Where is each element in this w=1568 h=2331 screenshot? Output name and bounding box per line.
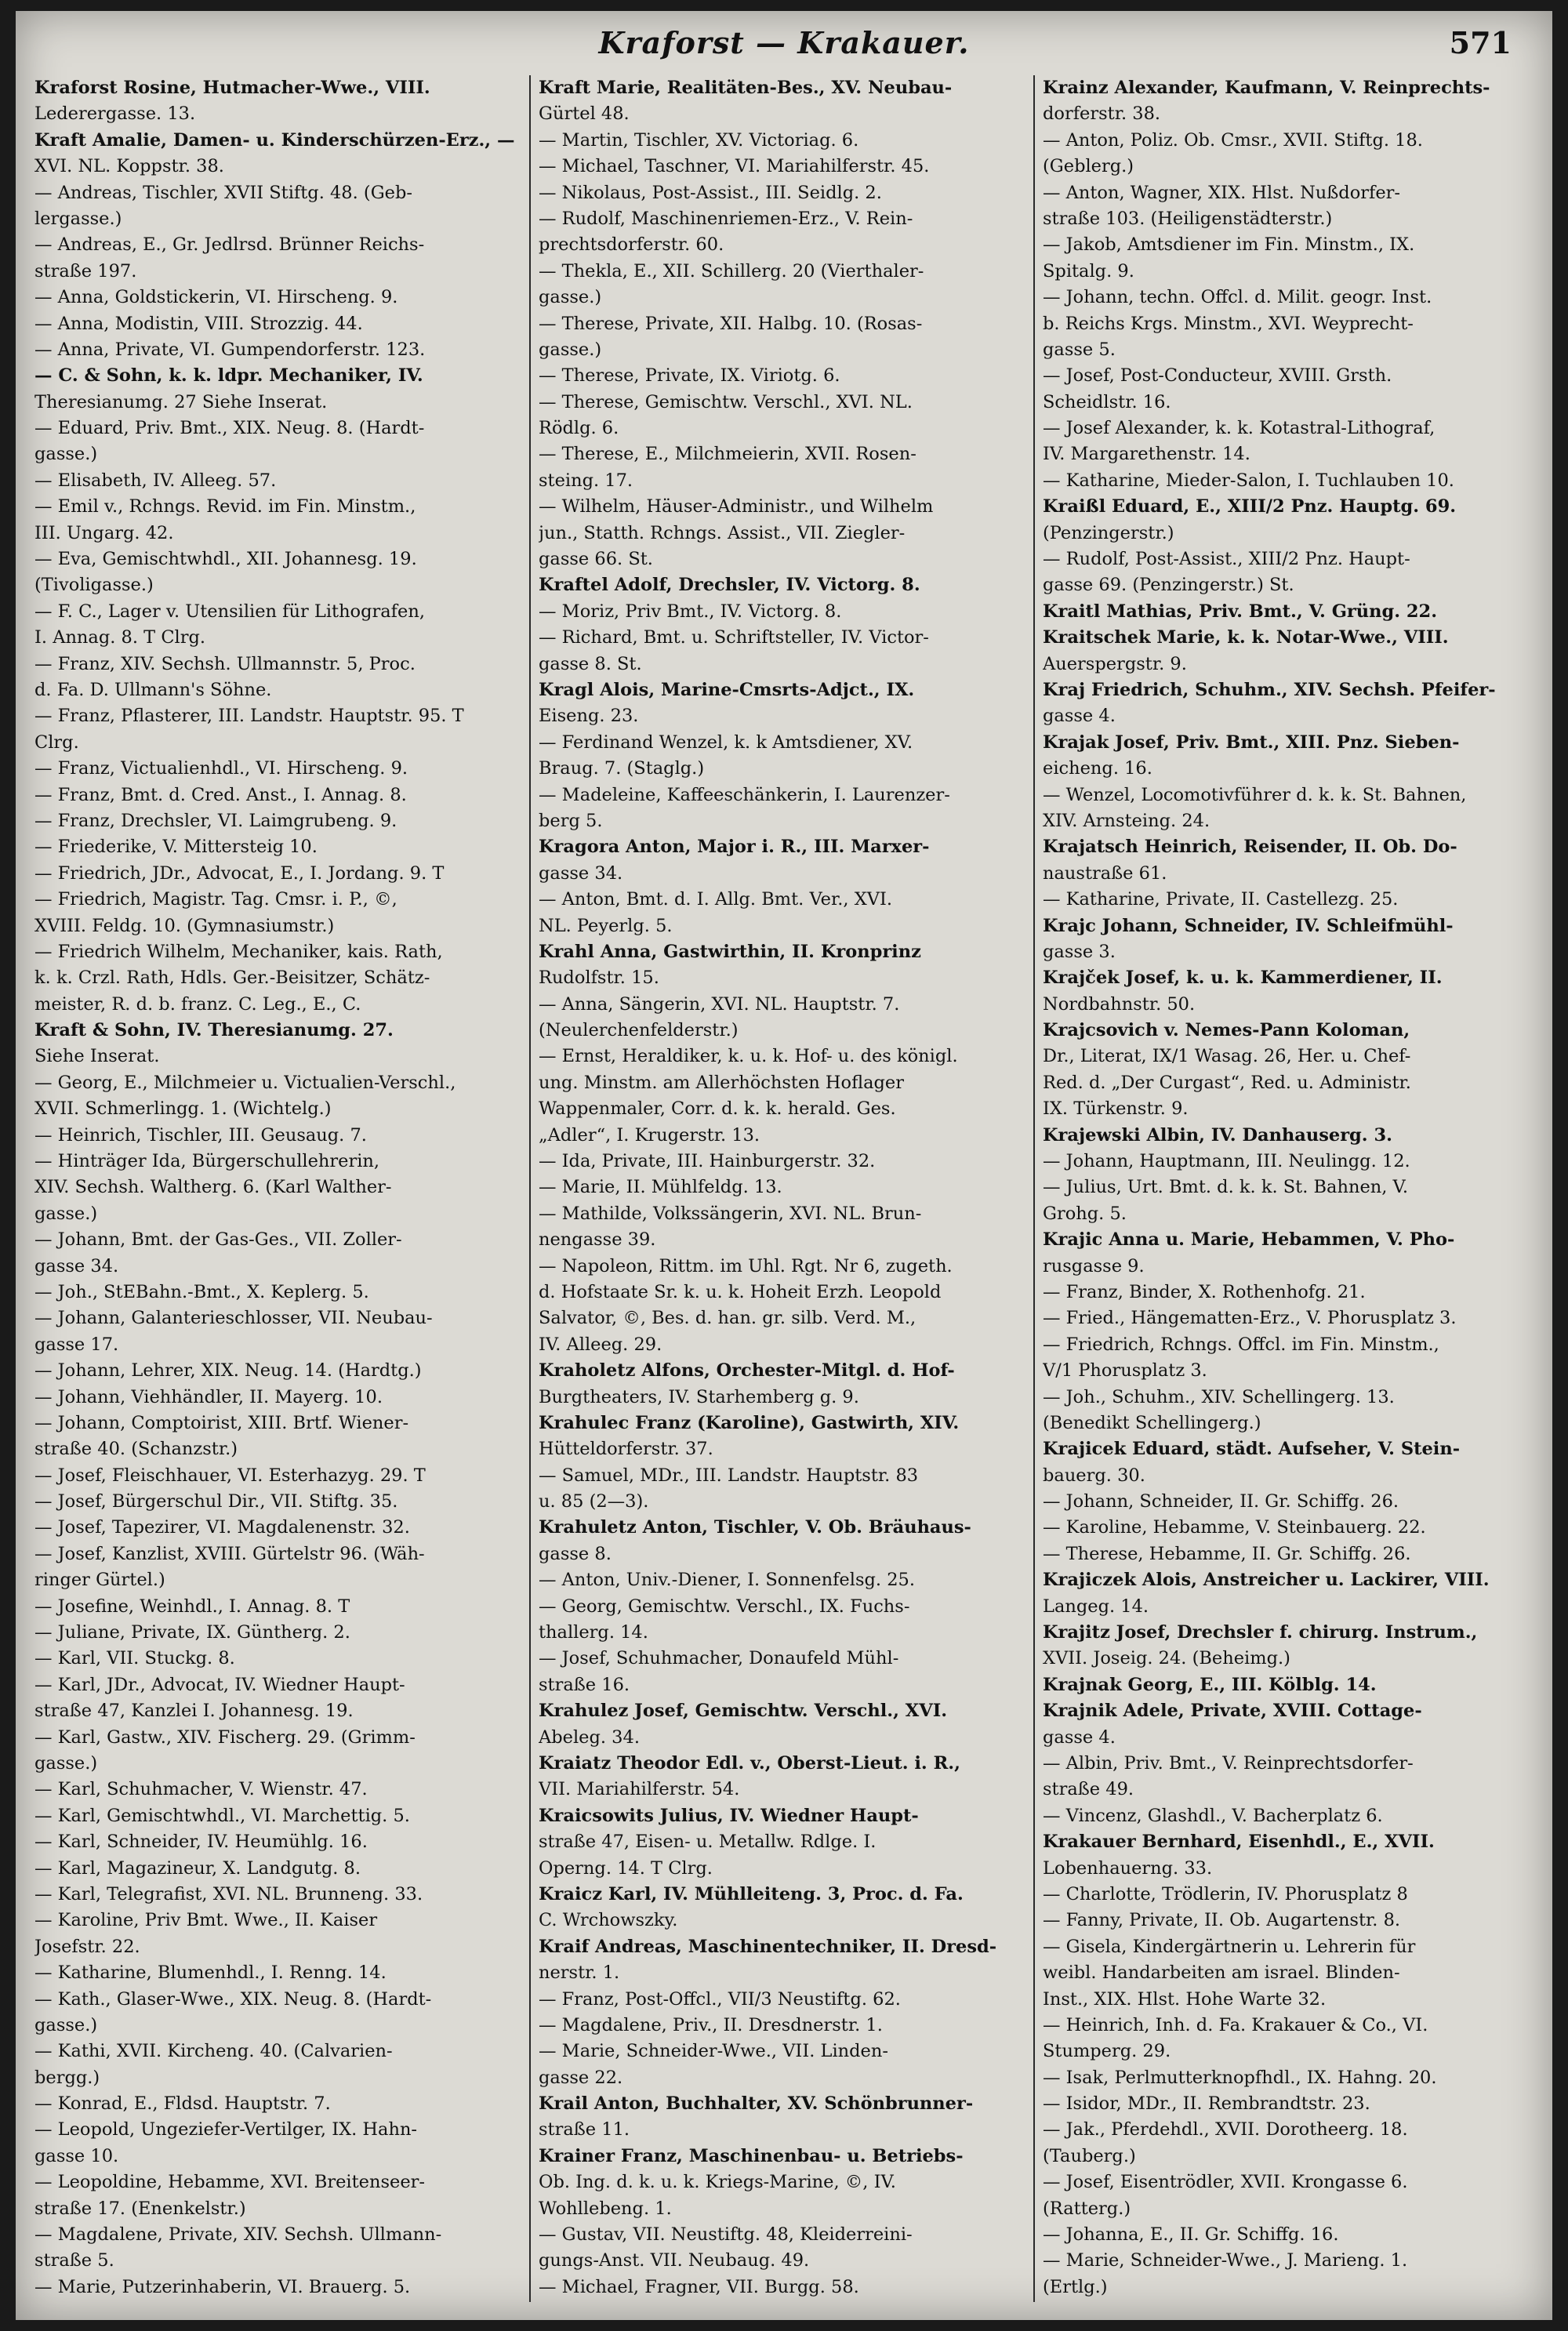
directory-line: Operng. 14. T Clrg.	[539, 1857, 713, 1879]
directory-entry-heading: Krajc Johann, Schneider, IV. Schleifmühl-	[1043, 915, 1454, 936]
directory-line: — Karoline, Priv Bmt. Wwe., II. Kaiser	[34, 1910, 378, 1931]
directory-line: — Andreas, Tischler, XVII Stiftg. 48. (Geb-	[34, 182, 413, 203]
directory-line: — Kath., Glaser-Wwe., XIX. Neug. 8. (Hardt-	[34, 1988, 432, 2010]
directory-line: — Katharine, Blumenhdl., I. Renng. 14.	[34, 1962, 387, 1984]
directory-line: (Ertlg.)	[1043, 2276, 1108, 2297]
directory-line: — Isak, Perlmutterknopfhdl., IX. Hahng. 20.	[1043, 2067, 1437, 2088]
directory-line: — Madeleine, Kaffeeschänkerin, I. Laurenzer-	[539, 784, 950, 805]
directory-line: — Isidor, MDr., II. Rembrandtstr. 23.	[1043, 2093, 1370, 2115]
directory-line: — Marie, Schneider-Wwe., J. Marieng. 1.	[1043, 2250, 1408, 2271]
directory-line: — Therese, Private, IX. Viriotg. 6.	[539, 365, 840, 387]
directory-line: ung. Minstm. am Allerhöchsten Hoflager	[539, 1072, 904, 1093]
directory-line: — Moriz, Priv Bmt., IV. Victorg. 8.	[539, 601, 842, 622]
directory-line: Eiseng. 23.	[539, 706, 639, 727]
directory-line: — Therese, Gemischtw. Verschl., XVI. NL.	[539, 391, 913, 412]
directory-entry-heading: Krajic Anna u. Marie, Hebammen, V. Pho-	[1043, 1229, 1455, 1251]
directory-entry-heading: Kragl Alois, Marine-Cmsrts-Adjct., IX.	[539, 679, 915, 700]
directory-entry-heading: Krajcsovich v. Nemes-Pann Koloman,	[1043, 1020, 1410, 1041]
directory-line: Rödlg. 6.	[539, 418, 619, 439]
directory-line: C. Wrchowszky.	[539, 1910, 678, 1931]
directory-entry-heading: Krajiczek Alois, Anstreicher u. Lackirer, VIII.	[1043, 1570, 1490, 1591]
directory-entry-heading: Kraicsowits Julius, IV. Wiedner Haupt-	[539, 1805, 919, 1826]
column-3	[1035, 75, 1539, 2302]
directory-line: — Heinrich, Inh. d. Fa. Krakauer & Co., VI.	[1043, 2014, 1428, 2035]
directory-line: Lederergasse. 13.	[34, 103, 196, 125]
directory-line: Scheidlstr. 16.	[1043, 391, 1171, 412]
directory-line: — Marie, II. Mühlfeldg. 13.	[539, 1177, 782, 1198]
directory-line: — Ernst, Heraldiker, k. u. k. Hof- u. des königl.	[539, 1046, 958, 1067]
directory-line: gungs-Anst. VII. Neubaug. 49.	[539, 2250, 810, 2271]
directory-line: — Franz, Post-Offcl., VII/3 Neustiftg. 62.	[539, 1988, 901, 2010]
directory-line: straße 16.	[539, 1674, 630, 1695]
directory-entry-heading: Kraj Friedrich, Schuhm., XIV. Sechsh. Pfeifer-	[1043, 679, 1496, 700]
directory-entry-heading: Krajak Josef, Priv. Bmt., XIII. Pnz. Sieben-	[1043, 732, 1460, 753]
directory-line: — Friedrich, Magistr. Tag. Cmsr. i. P., ©,	[34, 889, 397, 910]
directory-entry-heading: Krahl Anna, Gastwirthin, II. Kronprinz	[539, 941, 921, 962]
directory-line: d. Fa. D. Ullmann's Söhne.	[34, 679, 272, 700]
directory-page	[16, 11, 1552, 2320]
directory-line: straße 17. (Enenkelstr.)	[34, 2198, 246, 2219]
directory-line: gasse 69. (Penzingerstr.) St.	[1043, 575, 1294, 596]
directory-entry-heading: Krajewski Albin, IV. Danhauserg. 3.	[1043, 1124, 1392, 1146]
directory-line: — Albin, Priv. Bmt., V. Reinprechtsdorfer-	[1043, 1753, 1414, 1774]
directory-line: — Josef, Post-Conducteur, XVIII. Grsth.	[1043, 365, 1392, 387]
directory-line: — Eduard, Priv. Bmt., XIX. Neug. 8. (Hardt-	[34, 418, 425, 439]
directory-line: — Therese, E., Milchmeierin, XVII. Rosen-	[539, 444, 916, 465]
directory-line: straße 40. (Schanzstr.)	[34, 1439, 238, 1460]
directory-line: Red. d. „Der Curgast“, Red. u. Administr.	[1043, 1072, 1411, 1093]
directory-line: — Friederike, V. Mittersteig 10.	[34, 837, 318, 858]
directory-line: Langeg. 14.	[1043, 1596, 1149, 1617]
directory-line: — Marie, Putzerinhaberin, VI. Brauerg. 5.	[34, 2276, 411, 2297]
directory-line: gasse.)	[539, 287, 602, 308]
directory-line: — Gisela, Kindergärtnerin u. Lehrerin für	[1043, 1936, 1416, 1957]
directory-line: Inst., XIX. Hlst. Hohe Warte 32.	[1043, 1988, 1327, 2010]
directory-entry-heading: Kraforst Rosine, Hutmacher-Wwe., VIII.	[34, 78, 430, 98]
directory-line: straße 47, Kanzlei I. Johannesg. 19.	[34, 1701, 354, 1722]
directory-line: berg 5.	[539, 810, 603, 831]
directory-line: b. Reichs Krgs. Minstm., XVI. Weyprecht-	[1043, 313, 1414, 334]
directory-line: Braug. 7. (Staglg.)	[539, 758, 705, 779]
directory-line: Hütteldorferstr. 37.	[539, 1439, 713, 1460]
directory-line: gasse 34.	[539, 862, 623, 884]
directory-line: gasse 5.	[1043, 339, 1116, 360]
directory-line: — Franz, Pflasterer, III. Landstr. Hauptstr. 95. T	[34, 706, 464, 727]
directory-line: — Mathilde, Volkssängerin, XVI. NL. Brun-	[539, 1203, 922, 1224]
directory-line: straße 49.	[1043, 1779, 1134, 1800]
directory-line: — Karoline, Hebamme, V. Steinbauerg. 22.	[1043, 1517, 1426, 1538]
directory-line: gasse 4.	[1043, 1726, 1116, 1748]
directory-line: XVII. Joseig. 24. (Beheimg.)	[1043, 1648, 1290, 1669]
directory-line: prechtsdorferstr. 60.	[539, 234, 724, 256]
page-number: 571	[1449, 25, 1512, 60]
directory-line: straße 5.	[34, 2250, 114, 2271]
directory-entry-heading: Kraiatz Theodor Edl. v., Oberst-Lieut. i. R.,	[539, 1753, 960, 1774]
directory-line: bergg.)	[34, 2067, 100, 2088]
directory-entry-heading: Krajicek Eduard, städt. Aufseher, V. Stein-	[1043, 1439, 1461, 1460]
directory-line: Siehe Inserat.	[34, 1046, 160, 1067]
directory-line: — Josef, Fleischhauer, VI. Esterhazyg. 29. T	[34, 1465, 426, 1486]
directory-line: V/1 Phorusplatz 3.	[1043, 1360, 1207, 1382]
directory-line: Auerspergstr. 9.	[1043, 653, 1187, 674]
directory-line: Ob. Ing. d. k. u. k. Kriegs-Marine, ©, IV.	[539, 2172, 896, 2193]
directory-line: Stumperg. 29.	[1043, 2041, 1171, 2062]
directory-line: — Therese, Hebamme, II. Gr. Schiffg. 26.	[1043, 1543, 1411, 1564]
directory-line: — Charlotte, Trödlerin, IV. Phorusplatz 8	[1043, 1883, 1408, 1904]
directory-line: gasse 8.	[539, 1543, 612, 1564]
directory-line: — Jakob, Amtsdiener im Fin. Minstm., IX.	[1043, 234, 1415, 256]
directory-line: — Kathi, XVII. Kircheng. 40. (Calvarien-	[34, 2041, 393, 2062]
directory-line: — Eva, Gemischtwhdl., XII. Johannesg. 19.	[34, 549, 417, 570]
directory-line: d. Hofstaate Sr. k. u. k. Hoheit Erzh. Leopold	[539, 1281, 942, 1302]
directory-line: Burgtheaters, IV. Starhemberg g. 9.	[539, 1386, 859, 1407]
directory-line: bauerg. 30.	[1043, 1465, 1145, 1486]
directory-line: — Karl, Gastw., XIV. Fischerg. 29. (Grimm-	[34, 1726, 416, 1748]
directory-entry-heading: Krajnik Adele, Private, XVIII. Cottage-	[1043, 1701, 1422, 1722]
directory-entry-heading: Kraholetz Alfons, Orchester-Mitgl. d. Hof-	[539, 1360, 955, 1382]
directory-line: Theresianumg. 27 Siehe Inserat.	[34, 391, 328, 412]
directory-line: rusgasse 9.	[1043, 1255, 1145, 1276]
directory-line: — Johann, Lehrer, XIX. Neug. 14. (Hardtg.)	[34, 1360, 422, 1382]
directory-line: — Wenzel, Locomotivführer d. k. k. St. Bahnen,	[1043, 784, 1467, 805]
directory-line: gasse 17.	[34, 1334, 119, 1355]
directory-line: — Konrad, E., Fldsd. Hauptstr. 7.	[34, 2093, 331, 2115]
directory-entry-heading: Krail Anton, Buchhalter, XV. Schönbrunner-	[539, 2093, 974, 2115]
directory-line: — Jak., Pferdehdl., XVII. Dorotheerg. 18.	[1043, 2119, 1408, 2140]
directory-line: gasse 3.	[1043, 941, 1116, 962]
directory-line: — Josef, Tapezirer, VI. Magdalenenstr. 32.	[34, 1517, 410, 1538]
directory-line: — Karl, Telegrafist, XVI. NL. Brunneng. 33.	[34, 1883, 423, 1904]
column-2	[531, 75, 1035, 2302]
directory-line: — Franz, Victualienhdl., VI. Hirscheng. 9.	[34, 758, 408, 779]
directory-entry-heading: Kraicz Karl, IV. Mühlleiteng. 3, Proc. d. Fa.	[539, 1883, 964, 1904]
directory-line: — Anna, Modistin, VIII. Strozzig. 44.	[34, 313, 363, 334]
directory-line: — Georg, E., Milchmeier u. Victualien-Verschl.,	[34, 1072, 456, 1093]
directory-line: gasse.)	[539, 339, 602, 360]
directory-entry-heading: Krahulez Josef, Gemischtw. Verschl., XVI.	[539, 1701, 948, 1722]
directory-line: VII. Mariahilferstr. 54.	[539, 1779, 740, 1800]
directory-line: — Anna, Goldstickerin, VI. Hirscheng. 9.	[34, 287, 398, 308]
directory-line: (Neulerchenfelderstr.)	[539, 1020, 739, 1041]
directory-line: naustraße 61.	[1043, 862, 1167, 884]
directory-line: gasse 66. St.	[539, 549, 653, 570]
directory-line: Wappenmaler, Corr. d. k. k. herald. Ges.	[539, 1098, 896, 1120]
directory-entry-heading: Krajitz Josef, Drechsler f. chirurg. Instrum.,	[1043, 1622, 1478, 1643]
directory-line: — Therese, Private, XII. Halbg. 10. (Rosas-	[539, 313, 923, 334]
directory-line: — Johann, Comptoirist, XIII. Brtf. Wiener-	[34, 1412, 409, 1433]
directory-line: Gürtel 48.	[539, 103, 630, 125]
directory-line: — Gustav, VII. Neustiftg. 48, Kleiderreini-	[539, 2224, 913, 2246]
directory-line: IX. Türkenstr. 9.	[1043, 1098, 1189, 1120]
directory-line: — Richard, Bmt. u. Schriftsteller, IV. Victor-	[539, 627, 929, 648]
directory-entry-heading: Kraft Marie, Realitäten-Bes., XV. Neubau-	[539, 78, 953, 98]
directory-line: „Adler“, I. Krugerstr. 13.	[539, 1124, 760, 1146]
directory-entry-heading: Kragora Anton, Major i. R., III. Marxer-	[539, 837, 930, 858]
directory-line: steing. 17.	[539, 470, 633, 491]
directory-line: — Katharine, Private, II. Castellezg. 25.	[1043, 889, 1399, 910]
directory-line: — Karl, Gemischtwhdl., VI. Marchettig. 5.	[34, 1805, 410, 1826]
directory-line: gasse 34.	[34, 1255, 119, 1276]
directory-entry-heading: Kraitl Mathias, Priv. Bmt., V. Grüng. 22.	[1043, 601, 1438, 622]
directory-columns	[27, 75, 1540, 2302]
directory-line: — Johann, Hauptmann, III. Neulingg. 12.	[1043, 1151, 1410, 1172]
directory-line: — Anna, Private, VI. Gumpendorferstr. 123.	[34, 339, 426, 360]
directory-line: — F. C., Lager v. Utensilien für Lithografen,	[34, 601, 425, 622]
directory-line: gasse.)	[34, 1753, 98, 1774]
directory-line: — Joh., StEBahn.-Bmt., X. Keplerg. 5.	[34, 1281, 369, 1302]
directory-line: nerstr. 1.	[539, 1962, 620, 1984]
directory-line: — Karl, VII. Stuckg. 8.	[34, 1648, 235, 1669]
directory-entry-heading: Kraft & Sohn, IV. Theresianumg. 27.	[34, 1020, 394, 1041]
directory-line: Wohllebeng. 1.	[539, 2198, 672, 2219]
directory-line: gasse 8. St.	[539, 653, 642, 674]
directory-line: — Josef, Eisentrödler, XVII. Krongasse 6.	[1043, 2172, 1408, 2193]
directory-entry-heading: Krainz Alexander, Kaufmann, V. Reinprechts-	[1043, 78, 1490, 98]
directory-line: Josefstr. 22.	[34, 1936, 140, 1957]
directory-line: (Benedikt Schellingerg.)	[1043, 1412, 1261, 1433]
directory-line: — Johann, techn. Offcl. d. Milit. geogr. Inst.	[1043, 287, 1432, 308]
directory-entry-heading: Krahuletz Anton, Tischler, V. Ob. Bräuhaus-	[539, 1517, 971, 1538]
directory-line: III. Ungarg. 42.	[34, 522, 174, 543]
directory-line: — Anna, Sängerin, XVI. NL. Hauptstr. 7.	[539, 993, 900, 1015]
directory-entry-heading: Krajatsch Heinrich, Reisender, II. Ob. Do-	[1043, 837, 1457, 858]
directory-line: — Karl, JDr., Advocat, IV. Wiedner Haupt-	[34, 1674, 405, 1695]
directory-line: straße 103. (Heiligenstädterstr.)	[1043, 208, 1333, 229]
directory-line: — Nikolaus, Post-Assist., III. Seidlg. 2.	[539, 182, 882, 203]
directory-line: — Franz, Drechsler, VI. Laimgrubeng. 9.	[34, 810, 397, 831]
column-1	[27, 75, 531, 2302]
directory-line: (Tauberg.)	[1043, 2145, 1136, 2166]
directory-line: — Michael, Taschner, VI. Mariahilferstr. 45.	[539, 156, 930, 177]
directory-line: nengasse 39.	[539, 1229, 656, 1251]
directory-line: — Leopold, Ungeziefer-Vertilger, IX. Hahn-	[34, 2119, 418, 2140]
directory-entry-heading: Krajnak Georg, E., III. Kölblg. 14.	[1043, 1674, 1377, 1695]
directory-line: straße 47, Eisen- u. Metallw. Rdlge. I.	[539, 1832, 877, 1853]
directory-line: Salvator, ©, Bes. d. han. gr. silb. Verd. M.,	[539, 1308, 916, 1329]
directory-line: thallerg. 14.	[539, 1622, 648, 1643]
directory-line: Lobenhauerng. 33.	[1043, 1857, 1213, 1879]
directory-line: — Katharine, Mieder-Salon, I. Tuchlauben 10.	[1043, 470, 1454, 491]
directory-line: straße 11.	[539, 2119, 630, 2140]
directory-entry-heading: Kraif Andreas, Maschinentechniker, II. Dresd-	[539, 1936, 997, 1957]
directory-line: — Johann, Schneider, II. Gr. Schiffg. 26.	[1043, 1491, 1399, 1512]
directory-line: Clrg.	[34, 732, 79, 753]
directory-entry-heading: Krakauer Bernhard, Eisenhdl., E., XVII.	[1043, 1832, 1435, 1853]
directory-line: I. Annag. 8. T Clrg.	[34, 627, 206, 648]
directory-line: — Anton, Univ.-Diener, I. Sonnenfelsg. 25.	[539, 1570, 915, 1591]
directory-line: — Samuel, MDr., III. Landstr. Hauptstr. 83	[539, 1465, 919, 1486]
directory-line: Abeleg. 34.	[539, 1726, 640, 1748]
directory-entry-heading: Kraitschek Marie, k. k. Notar-Wwe., VIII.	[1043, 627, 1449, 648]
directory-line: — Rudolf, Maschinenriemen-Erz., V. Rein-	[539, 208, 913, 229]
directory-line: — Thekla, E., XII. Schillerg. 20 (Vierthaler-	[539, 260, 924, 281]
directory-line: Nordbahnstr. 50.	[1043, 993, 1196, 1015]
directory-line: XIV. Arnsteing. 24.	[1043, 810, 1210, 831]
directory-line: — Franz, Binder, X. Rothenhofg. 21.	[1043, 1281, 1366, 1302]
directory-line: eicheng. 16.	[1043, 758, 1152, 779]
directory-line: — Franz, XIV. Sechsh. Ullmannstr. 5, Proc.	[34, 653, 416, 674]
directory-line: — Juliane, Private, IX. Güntherg. 2.	[34, 1622, 350, 1643]
directory-line: Rudolfstr. 15.	[539, 968, 659, 989]
directory-entry-heading: Kraft Amalie, Damen- u. Kinderschürzen-Erz., —	[34, 129, 515, 151]
directory-entry-heading: Kraißl Eduard, E., XIII/2 Pnz. Hauptg. 69.	[1043, 496, 1457, 517]
directory-line: — Friedrich, JDr., Advocat, E., I. Jordang. 9. T	[34, 862, 445, 884]
directory-line: (Penzingerstr.)	[1043, 522, 1174, 543]
directory-line: — Fanny, Private, II. Ob. Augartenstr. 8.	[1043, 1910, 1401, 1931]
directory-entry-heading: Krajček Josef, k. u. k. Kammerdiener, II.	[1043, 968, 1443, 989]
directory-line: — Friedrich, Rchngs. Offcl. im Fin. Minstm.,	[1043, 1334, 1439, 1355]
directory-line: — Andreas, E., Gr. Jedlrsd. Brünner Reichs-	[34, 234, 425, 256]
directory-line: — Magdalene, Priv., II. Dresdnerstr. 1.	[539, 2014, 883, 2035]
directory-line: u. 85 (2—3).	[539, 1491, 649, 1512]
directory-line: — Emil v., Rchngs. Revid. im Fin. Minstm.,	[34, 496, 416, 517]
directory-line: — Anton, Poliz. Ob. Cmsr., XVII. Stiftg. 18.	[1043, 129, 1423, 151]
directory-line: — Wilhelm, Häuser-Administr., und Wilhelm	[539, 496, 934, 517]
directory-line: NL. Peyerlg. 5.	[539, 915, 673, 936]
directory-line: — Ida, Private, III. Hainburgerstr. 32.	[539, 1151, 876, 1172]
directory-line: — Johann, Bmt. der Gas-Ges., VII. Zoller-	[34, 1229, 402, 1251]
directory-entry-heading: Krahulec Franz (Karoline), Gastwirth, XIV.	[539, 1412, 960, 1433]
directory-line: Dr., Literat, IX/1 Wasag. 26, Her. u. Chef-	[1043, 1046, 1411, 1067]
directory-line: — Josefine, Weinhdl., I. Annag. 8. T	[34, 1596, 350, 1617]
directory-line: lergasse.)	[34, 208, 122, 229]
directory-line: — Rudolf, Post-Assist., XIII/2 Pnz. Haupt-	[1043, 549, 1410, 570]
directory-line: — Karl, Schuhmacher, V. Wienstr. 47.	[34, 1779, 368, 1800]
directory-line: straße 197.	[34, 260, 137, 281]
directory-line: gasse 4.	[1043, 706, 1116, 727]
directory-entry-heading: Krainer Franz, Maschinenbau- u. Betriebs-	[539, 2145, 964, 2166]
directory-line: — Joh., Schuhm., XIV. Schellingerg. 13.	[1043, 1386, 1395, 1407]
directory-line: gasse.)	[34, 2014, 98, 2035]
directory-line: — Josef, Schuhmacher, Donaufeld Mühl-	[539, 1648, 899, 1669]
directory-line: — Leopoldine, Hebamme, XVI. Breitenseer-	[34, 2172, 425, 2193]
directory-line: ringer Gürtel.)	[34, 1570, 165, 1591]
directory-line: XVII. Schmerlingg. 1. (Wichtelg.)	[34, 1098, 332, 1120]
directory-line: (Geblerg.)	[1043, 156, 1134, 177]
directory-line: k. k. Crzl. Rath, Hdls. Ger.-Beisitzer, Schätz-	[34, 968, 430, 989]
directory-line: — Marie, Schneider-Wwe., VII. Linden-	[539, 2041, 888, 2062]
directory-line: — Elisabeth, IV. Alleeg. 57.	[34, 470, 277, 491]
directory-line: — Karl, Magazineur, X. Landgutg. 8.	[34, 1857, 361, 1879]
directory-line: — Karl, Schneider, IV. Heumühlg. 16.	[34, 1832, 368, 1853]
directory-line: — Josef Alexander, k. k. Kotastral-Lithograf,	[1043, 418, 1436, 439]
directory-line: — Johann, Galanterieschlosser, VII. Neubau-	[34, 1308, 433, 1329]
directory-line: XIV. Sechsh. Waltherg. 6. (Karl Walther-	[34, 1177, 392, 1198]
directory-line: dorferstr. 38.	[1043, 103, 1161, 125]
directory-line: weibl. Handarbeiten am israel. Blinden-	[1043, 1962, 1400, 1984]
directory-entry-heading: — C. & Sohn, k. k. ldpr. Mechaniker, IV.	[34, 365, 423, 387]
directory-line: jun., Statth. Rchngs. Assist., VII. Ziegler-	[539, 522, 906, 543]
directory-line: — Hinträger Ida, Bürgerschullehrerin,	[34, 1151, 380, 1172]
directory-line: gasse.)	[34, 444, 98, 465]
directory-entry-heading: Kraftel Adolf, Drechsler, IV. Victorg. 8.	[539, 575, 920, 596]
directory-line: — Josef, Kanzlist, XVIII. Gürtelstr 96. (Wäh-	[34, 1543, 425, 1564]
directory-line: — Martin, Tischler, XV. Victoriag. 6.	[539, 129, 859, 151]
directory-line: — Friedrich Wilhelm, Mechaniker, kais. Rath,	[34, 941, 443, 962]
running-head: Kraforst — Krakauer.	[598, 25, 970, 60]
directory-line: — Napoleon, Rittm. im Uhl. Rgt. Nr 6, zugeth.	[539, 1255, 953, 1276]
directory-line: (Ratterg.)	[1043, 2198, 1131, 2219]
directory-line: — Johann, Viehhändler, II. Mayerg. 10.	[34, 1386, 383, 1407]
directory-line: (Tivoligasse.)	[34, 575, 154, 596]
page-header	[16, 25, 1552, 66]
directory-line: gasse 10.	[34, 2145, 119, 2166]
directory-line: IV. Alleeg. 29.	[539, 1334, 662, 1355]
directory-line: — Magdalene, Private, XIV. Sechsh. Ullmann-	[34, 2224, 442, 2246]
directory-line: XVIII. Feldg. 10. (Gymnasiumstr.)	[34, 915, 335, 936]
directory-line: meister, R. d. b. franz. C. Leg., E., C.	[34, 993, 361, 1015]
directory-line: — Josef, Bürgerschul Dir., VII. Stiftg. 35.	[34, 1491, 398, 1512]
directory-line: — Michael, Fragner, VII. Burgg. 58.	[539, 2276, 859, 2297]
directory-line: — Anton, Wagner, XIX. Hlst. Nußdorfer-	[1043, 182, 1401, 203]
directory-line: — Georg, Gemischtw. Verschl., IX. Fuchs-	[539, 1596, 910, 1617]
directory-line: XVI. NL. Koppstr. 38.	[34, 156, 224, 177]
directory-line: Spitalg. 9.	[1043, 260, 1134, 281]
directory-line: — Julius, Urt. Bmt. d. k. k. St. Bahnen, V.	[1043, 1177, 1409, 1198]
directory-line: — Fried., Hängematten-Erz., V. Phorusplatz 3.	[1043, 1308, 1457, 1329]
directory-line: — Heinrich, Tischler, III. Geusaug. 7.	[34, 1124, 367, 1146]
directory-line: — Vincenz, Glashdl., V. Bacherplatz 6.	[1043, 1805, 1383, 1826]
directory-line: gasse 22.	[539, 2067, 623, 2088]
directory-line: — Franz, Bmt. d. Cred. Anst., I. Annag. 8.	[34, 784, 407, 805]
directory-line: Grohg. 5.	[1043, 1203, 1127, 1224]
directory-line: gasse.)	[34, 1203, 98, 1224]
directory-line: — Anton, Bmt. d. I. Allg. Bmt. Ver., XVI.	[539, 889, 892, 910]
directory-line: — Ferdinand Wenzel, k. k Amtsdiener, XV.	[539, 732, 913, 753]
directory-line: — Johanna, E., II. Gr. Schiffg. 16.	[1043, 2224, 1339, 2246]
directory-line: IV. Margarethenstr. 14.	[1043, 444, 1250, 465]
